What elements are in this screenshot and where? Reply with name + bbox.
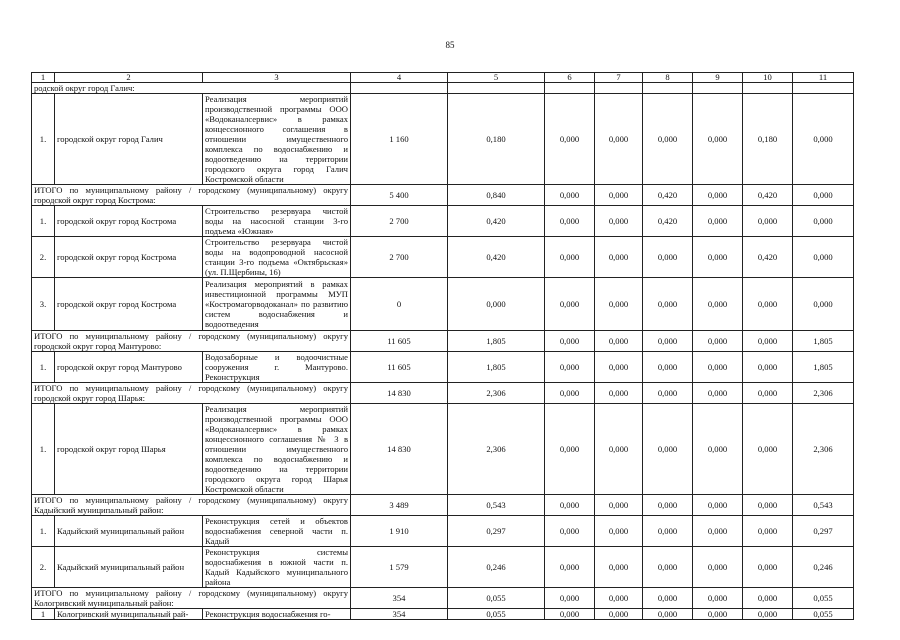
total-label: ИТОГО по муниципальному району / городскому (муниципальному) округу Кологривский муниципальный район: [32,588,351,609]
value-cell: 2,306 [793,383,854,404]
value-cell: 0,000 [545,237,595,278]
total-row [32,495,854,516]
value-cell: 0,000 [743,516,793,547]
measure-description: Реализация мероприятий производственной программы ООО «Водоканалсервис» в рамках концессионного соглашения в отношении имущественного комплекса по водоснабжению и водоотведению на территории городского округа город Галич Костромской области [203,94,351,185]
value-cell: 0,000 [595,404,643,495]
measure-description: Строительство резервуара чистой воды на водопроводной насосной станции 3-го подъема «Октябрьская» (ул. П.Щербины, 16) [203,237,351,278]
measure-description: Реконструкция сетей и объектов водоснабжения северной части п. Кадый [203,516,351,547]
value-cell: 0,000 [448,278,545,331]
value-cell: 0,000 [743,495,793,516]
value-cell: 0,000 [595,352,643,383]
value-cell: 0,000 [643,94,693,185]
row-number: 1. [32,206,55,237]
value-cell: 0,000 [743,404,793,495]
value-cell: 11 605 [351,331,448,352]
municipality-name: городской округ город Кострома [55,206,203,237]
row-number: 1 [32,609,55,620]
table-row [32,237,854,278]
value-cell: 0,055 [793,609,854,620]
table-row [32,516,854,547]
value-cell: 0,000 [545,495,595,516]
value-cell: 0,000 [793,206,854,237]
col-header-10: 10 [743,73,793,83]
row-number: 1. [32,516,55,547]
value-cell: 0,000 [643,495,693,516]
investment-table [31,72,854,620]
value-cell: 0,000 [693,237,743,278]
col-header-11: 11 [793,73,854,83]
value-cell: 0,000 [595,547,643,588]
value-cell: 0,000 [545,352,595,383]
table-row [32,278,854,331]
value-cell: 0,000 [743,206,793,237]
value-cell: 2 700 [351,237,448,278]
measure-description: Реконструкция водоснабжения го- [203,609,351,620]
value-cell: 0,180 [448,94,545,185]
value-cell: 0,000 [545,609,595,620]
page-number: 85 [445,40,455,50]
value-cell: 0,000 [743,547,793,588]
value-cell: 0,000 [595,206,643,237]
value-cell: 0,000 [793,237,854,278]
value-cell: 0,000 [595,516,643,547]
value-cell: 0,000 [643,404,693,495]
table-row [32,206,854,237]
value-cell: 1 910 [351,516,448,547]
value-cell: 1,805 [448,352,545,383]
value-cell: 0,055 [448,588,545,609]
value-cell: 0,000 [595,609,643,620]
municipality-name: городской округ город Кострома [55,278,203,331]
value-cell: 2,306 [448,383,545,404]
value-cell: 0,000 [545,404,595,495]
municipality-name: Кадыйский муниципальный район [55,516,203,547]
value-cell: 0,000 [595,588,643,609]
value-cell: 0,000 [643,609,693,620]
value-cell: 0,420 [643,206,693,237]
value-cell: 0,000 [545,516,595,547]
table-row [32,547,854,588]
row-number: 3. [32,278,55,331]
row-number: 1. [32,94,55,185]
value-cell: 0,000 [793,278,854,331]
value-cell: 0,000 [643,278,693,331]
value-cell: 0,420 [643,185,693,206]
measure-description: Реализация мероприятий производственной программы ООО «Водоканалсервис» в рамках концессионного соглашения № 3 в отношении имущественного комплекса по водоснабжению и водоотведению на территории городского округа город Шарья Костромской области [203,404,351,495]
value-cell: 14 830 [351,383,448,404]
value-cell: 0,000 [693,516,743,547]
value-cell: 2,306 [448,404,545,495]
table-row [32,609,854,620]
value-cell: 0,297 [793,516,854,547]
value-cell: 0,000 [693,383,743,404]
section-label: родской округ город Галич: [32,83,351,94]
col-header-1: 1 [32,73,55,83]
value-cell: 0,543 [793,495,854,516]
value-cell: 0,000 [743,588,793,609]
value-cell: 0,000 [743,609,793,620]
value-cell: 0,297 [448,516,545,547]
value-cell: 0,420 [743,185,793,206]
value-cell: 0,000 [643,383,693,404]
total-label: ИТОГО по муниципальному району / городскому (муниципальному) округу городской округ город Мантурово: [32,331,351,352]
value-cell: 0,246 [793,547,854,588]
col-header-5: 5 [448,73,545,83]
value-cell: 0,000 [545,278,595,331]
total-row [32,588,854,609]
value-cell: 0,000 [743,352,793,383]
table-row [32,404,854,495]
value-cell: 0,000 [643,547,693,588]
col-header-3: 3 [203,73,351,83]
value-cell: 0,055 [448,609,545,620]
value-cell: 0,000 [545,206,595,237]
value-cell: 11 605 [351,352,448,383]
value-cell: 0,000 [743,278,793,331]
measure-description: Реконструкция системы водоснабжения в южной части п. Кадый Кадыйского муниципального района [203,547,351,588]
row-number: 1. [32,352,55,383]
value-cell: 0,000 [693,94,743,185]
value-cell: 1 579 [351,547,448,588]
municipality-name: городской округ город Кострома [55,237,203,278]
municipality-name: городской округ город Мантурово [55,352,203,383]
value-cell: 0,000 [693,609,743,620]
section-heading-row [32,83,854,94]
col-header-4: 4 [351,73,448,83]
value-cell: 0,420 [448,237,545,278]
value-cell: 0,000 [693,206,743,237]
value-cell: 1,805 [793,331,854,352]
value-cell: 354 [351,609,448,620]
total-row [32,185,854,206]
value-cell: 0,000 [643,352,693,383]
value-cell: 0,000 [643,331,693,352]
value-cell: 0 [351,278,448,331]
value-cell: 0,420 [448,206,545,237]
row-number: 2. [32,237,55,278]
value-cell: 0,000 [595,237,643,278]
value-cell: 0,000 [643,237,693,278]
value-cell: 0,000 [693,495,743,516]
col-header-7: 7 [595,73,643,83]
table-row [32,94,854,185]
value-cell: 0,000 [595,383,643,404]
value-cell: 0,000 [693,278,743,331]
total-row [32,383,854,404]
value-cell: 0,000 [545,331,595,352]
value-cell: 0,180 [743,94,793,185]
municipality-name: городской округ город Шарья [55,404,203,495]
value-cell: 2 700 [351,206,448,237]
value-cell: 0,000 [743,331,793,352]
total-label: ИТОГО по муниципальному району / городскому (муниципальному) округу городской округ город Шарья: [32,383,351,404]
table-row [32,352,854,383]
value-cell: 0,000 [793,185,854,206]
municipality-name: городской округ город Галич [55,94,203,185]
value-cell: 0,000 [595,331,643,352]
value-cell: 0,000 [693,404,743,495]
municipality-name: Кологривский муниципальный рай- [55,609,203,620]
col-header-6: 6 [545,73,595,83]
value-cell: 0,000 [693,352,743,383]
value-cell: 0,055 [793,588,854,609]
value-cell: 0,000 [743,383,793,404]
value-cell: 1,805 [448,331,545,352]
value-cell: 0,000 [693,547,743,588]
total-label: ИТОГО по муниципальному району / городскому (муниципальному) округу Кадыйский муниципальный район: [32,495,351,516]
value-cell: 0,000 [545,185,595,206]
value-cell: 5 400 [351,185,448,206]
value-cell: 0,000 [595,94,643,185]
col-header-2: 2 [55,73,203,83]
value-cell: 0,000 [693,331,743,352]
value-cell: 0,000 [545,588,595,609]
value-cell: 1 160 [351,94,448,185]
value-cell: 3 489 [351,495,448,516]
value-cell: 1,805 [793,352,854,383]
value-cell: 0,000 [643,516,693,547]
value-cell: 0,840 [448,185,545,206]
value-cell: 354 [351,588,448,609]
col-header-8: 8 [643,73,693,83]
value-cell: 0,543 [448,495,545,516]
value-cell: 0,246 [448,547,545,588]
value-cell: 0,000 [693,588,743,609]
value-cell: 0,000 [693,185,743,206]
value-cell: 0,000 [545,94,595,185]
value-cell: 0,000 [595,185,643,206]
value-cell: 0,000 [545,383,595,404]
total-row [32,331,854,352]
measure-description: Строительство резервуара чистой воды на насосной станции 3-го подъема «Южная» [203,206,351,237]
total-label: ИТОГО по муниципальному району / городскому (муниципальному) округу городской округ город Кострома: [32,185,351,206]
municipality-name: Кадыйский муниципальный район [55,547,203,588]
value-cell: 0,420 [743,237,793,278]
row-number: 1. [32,404,55,495]
column-number-row [32,73,854,83]
measure-description: Реализация мероприятий в рамках инвестиционной программы МУП «Костромагорводоканал» по развитию систем водоснабжения и водоотведения [203,278,351,331]
value-cell: 0,000 [643,588,693,609]
col-header-9: 9 [693,73,743,83]
value-cell: 0,000 [595,495,643,516]
value-cell: 0,000 [595,278,643,331]
row-number: 2. [32,547,55,588]
measure-description: Водозаборные и водоочистные сооружения г. Мантурово. Реконструкция [203,352,351,383]
value-cell: 14 830 [351,404,448,495]
value-cell: 2,306 [793,404,854,495]
value-cell: 0,000 [545,547,595,588]
value-cell: 0,000 [793,94,854,185]
